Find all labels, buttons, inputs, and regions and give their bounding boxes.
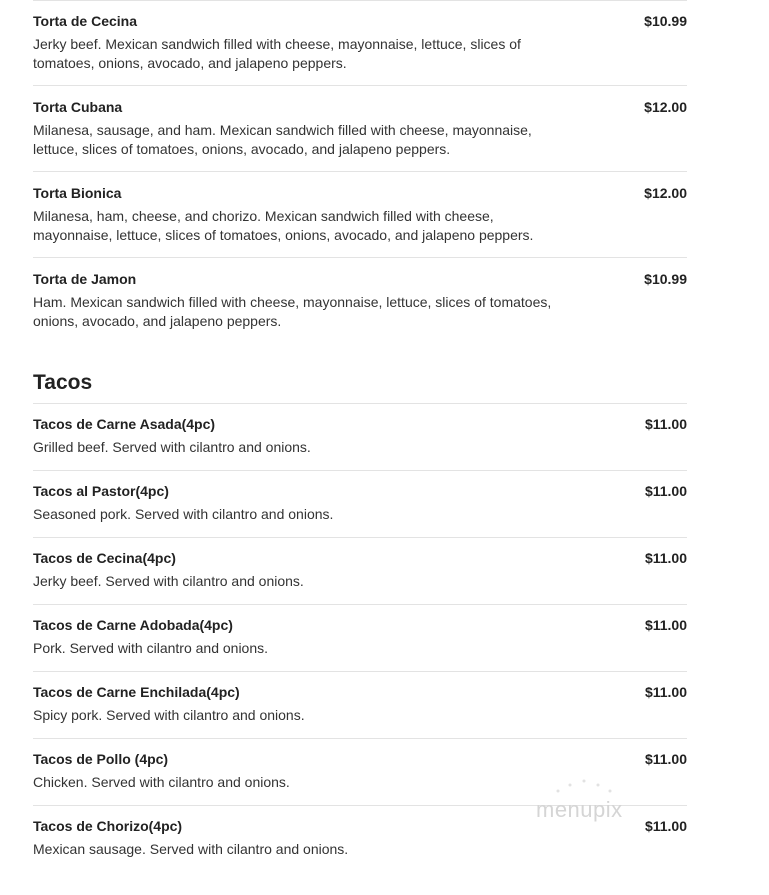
item-price: $12.00 xyxy=(644,99,687,115)
item-price: $11.00 xyxy=(644,684,687,700)
menu-item xyxy=(33,604,687,671)
menu-item xyxy=(33,85,687,171)
item-price: $11.00 xyxy=(644,416,687,432)
item-description: Pork. Served with cilantro and onions. xyxy=(33,640,269,656)
item-price: $11.00 xyxy=(644,751,687,767)
menu-item xyxy=(33,257,687,343)
item-description: Milanesa, sausage, and ham. Mexican sandwich filled with cheese, mayonnaise, lettuce, slices of tomatoes, onions, avocado, and jalapeno peppers. xyxy=(33,122,532,157)
item-description: Grilled beef. Served with cilantro and onions. xyxy=(33,439,311,455)
item-description: Chicken. Served with cilantro and onions. xyxy=(33,774,290,790)
menu-item xyxy=(33,470,687,537)
item-description: Jerky beef. Served with cilantro and onions. xyxy=(33,573,304,589)
item-name: Torta de Cecina xyxy=(33,13,137,29)
watermark-logo: menupix xyxy=(536,797,623,822)
item-price: $11.00 xyxy=(644,818,687,834)
item-name: Tacos de Pollo (4pc) xyxy=(33,751,169,767)
item-description: Jerky beef. Mexican sandwich filled with cheese, mayonnaise, lettuce, slices of tomatoes, onions, avocado, and jalapeno peppers. xyxy=(33,36,521,71)
item-description: Ham. Mexican sandwich filled with cheese, mayonnaise, lettuce, slices of tomatoes, onions, avocado, and jalapeno peppers. xyxy=(33,294,552,329)
item-name: Tacos al Pastor(4pc) xyxy=(33,483,169,499)
item-price: $11.00 xyxy=(644,550,687,566)
item-price: $12.00 xyxy=(644,185,687,201)
item-name: Tacos de Carne Asada(4pc) xyxy=(33,416,216,432)
menu-item xyxy=(33,171,687,257)
section-title-tacos: Tacos xyxy=(33,371,93,394)
item-name: Torta de Jamon xyxy=(33,271,137,287)
item-price: $11.00 xyxy=(644,617,687,633)
item-price: $10.99 xyxy=(644,271,687,287)
menu-list xyxy=(33,0,687,872)
item-name: Torta Cubana xyxy=(33,99,123,115)
item-description: Mexican sausage. Served with cilantro and onions. xyxy=(33,841,349,857)
item-name: Tacos de Carne Enchilada(4pc) xyxy=(33,684,240,700)
item-description: Milanesa, ham, cheese, and chorizo. Mexican sandwich filled with cheese, mayonnaise, lettuce, slices of tomatoes, onions, avocado, and jalapeno peppers. xyxy=(33,208,534,243)
menu-item xyxy=(33,403,687,470)
menu-item xyxy=(33,671,687,738)
menu-item xyxy=(33,537,687,604)
item-name: Tacos de Chorizo(4pc) xyxy=(33,818,183,834)
item-description: Spicy pork. Served with cilantro and onions. xyxy=(33,707,305,723)
menu-item xyxy=(33,0,687,85)
item-price: $11.00 xyxy=(644,483,687,499)
item-description: Seasoned pork. Served with cilantro and onions. xyxy=(33,506,334,522)
item-name: Tacos de Cecina(4pc) xyxy=(33,550,176,566)
item-price: $10.99 xyxy=(644,13,687,29)
watermark-dots-icon xyxy=(548,777,618,797)
item-name: Torta Bionica xyxy=(33,185,122,201)
item-name: Tacos de Carne Adobada(4pc) xyxy=(33,617,233,633)
